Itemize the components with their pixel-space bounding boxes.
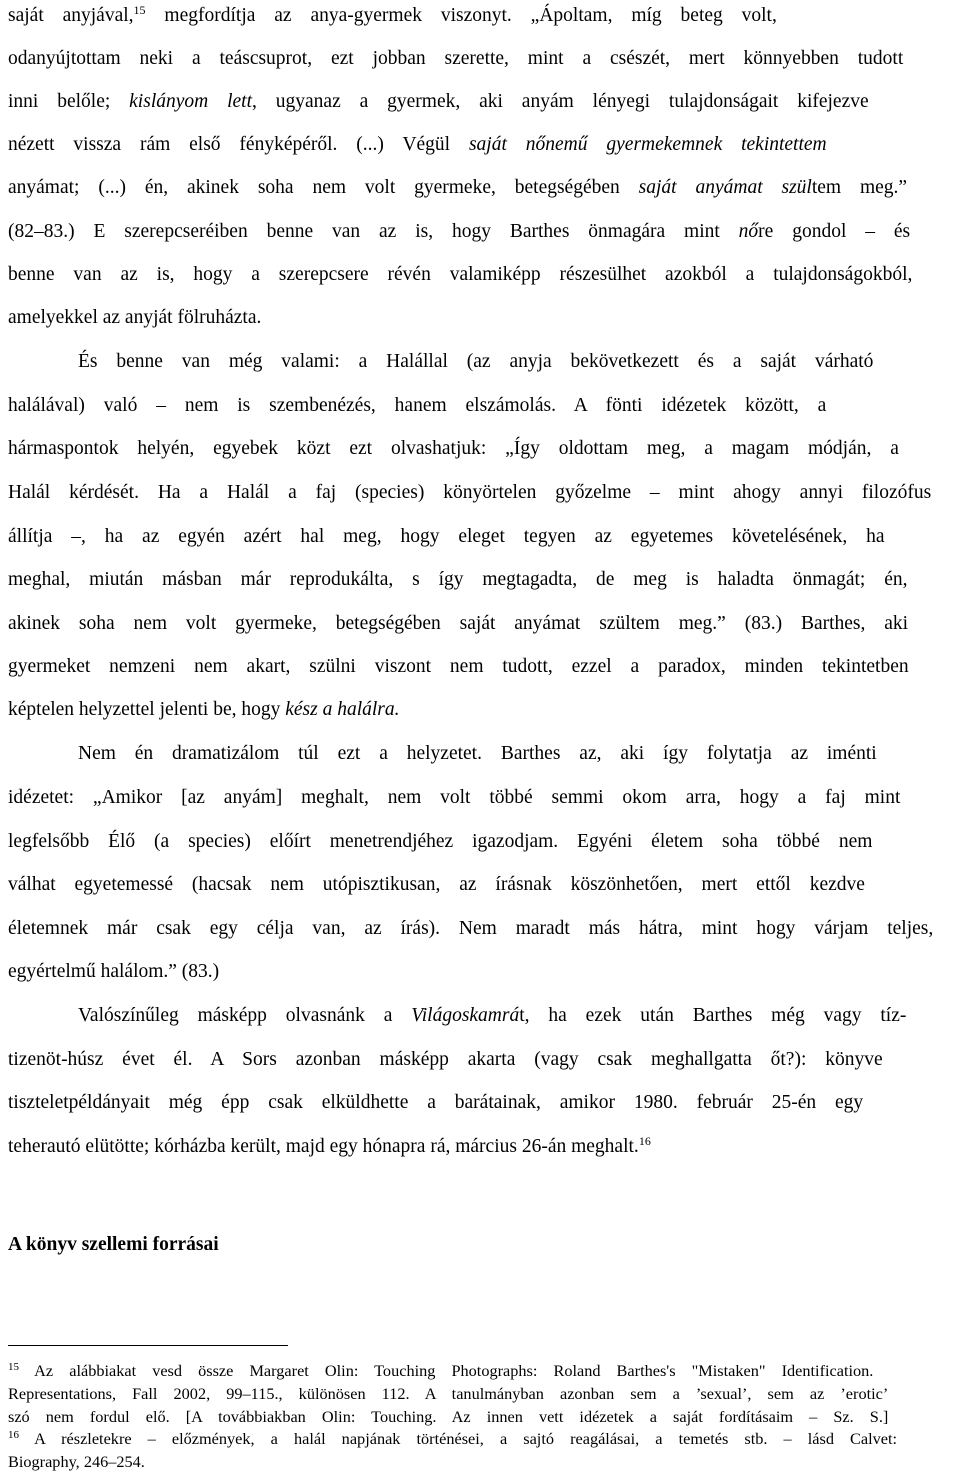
paragraph-line: inni belőle; kislányom lett, ugyanaz a gyermek, aki anyám lényegi tulajdonságait kifejezve xyxy=(8,91,869,112)
paragraph-line: életemnek már csak egy célja van, az írás). Nem maradt más hátra, mint hogy várjam teljes, xyxy=(8,918,934,939)
paragraph-line: tiszteletpéldányait még épp csak elküldhette a barátainak, amikor 1980. február 25-én egy xyxy=(8,1092,864,1113)
footnote-line: szó nem fordul elő. [A továbbiakban Olin: Touching. Az innen vett idézetek a saját fordításaim – Sz. S.] xyxy=(8,1407,889,1426)
footnote-marker: 16 xyxy=(8,1429,19,1441)
paragraph-line: válhat egyetemessé (hacsak nem utópisztikusan, az írásnak köszönhetően, mert ettől kezdve xyxy=(8,874,865,895)
paragraph-line: nézett vissza rám első fényképéről. (...) Végül saját nőnemű gyermekemnek tekintettem xyxy=(8,134,827,155)
paragraph-line: odanyújtottam neki a teáscsuprot, ezt jobban szerette, mint a csészét, mert könnyebben tudott xyxy=(8,48,904,69)
footnote-marker: 15 xyxy=(8,1361,19,1373)
italic-text: saját nőnemű gyermekemnek tekintettem xyxy=(468,134,827,155)
paragraph-line: És benne van még valami: a Halállal (az anyja bekövetkezett és a saját várható xyxy=(78,351,874,372)
section-heading: A könyv szellemi forrásai xyxy=(8,1234,219,1255)
paragraph-line: tizenöt-húsz évet él. A Sors azonban másképp akarta (vagy csak meghallgatta őt?): könyve xyxy=(8,1049,883,1070)
footnote-marker: 16 xyxy=(638,1134,651,1148)
footnote-line: $^{15}$ Az alábbiakat vesd össze Margaret Olin: Touching Photographs: Roland Barthes's "Mistaken" Identification. xyxy=(8,1361,874,1380)
paragraph-line: (82–83.) E szerepcseréiben benne van az is, hogy Barthes önmagára mint nőre gondol – és xyxy=(8,221,911,242)
footnote-line: Representations, Fall 2002, 99–115., különösen 112. A tanulmányban azonban sem a ’sexual’, sem az ’erotic’ xyxy=(8,1384,889,1403)
paragraph-line: amelyekkel az anyját fölruházta. xyxy=(8,307,262,328)
footnote-line: Biography, 246–254. xyxy=(8,1452,145,1471)
paragraph-line: meghal, miután másban már reprodukálta, s így megtagadta, de meg is haladta önmagát; én, xyxy=(8,569,908,590)
paragraph-line: állítja –, ha az egyén azért hal meg, hogy eleget tegyen az egyetemes követelésének, ha xyxy=(8,526,885,547)
paragraph-line: gyermeket nemzeni nem akart, szülni viszont nem tudott, ezzel a paradox, minden tekintetben xyxy=(8,656,909,677)
italic-text: Világoskamrá xyxy=(411,1005,520,1026)
italic-text: kész a halálra. xyxy=(285,699,400,720)
paragraph-line: Halál kérdését. Ha a Halál a faj (species) könyörtelen győzelme – mint ahogy annyi filozófus xyxy=(8,482,932,503)
footnote-separator xyxy=(8,1345,288,1346)
paragraph-line: anyámat; (...) én, akinek soha nem volt gyermeke, betegségében saját anyámat szültem meg.” xyxy=(8,177,908,198)
italic-text: kislányom lett xyxy=(129,91,253,112)
paragraph-line: idézetet: „Amikor [az anyám] meghalt, nem volt többé semmi okom arra, hogy a faj mint xyxy=(8,787,901,808)
paragraph-line: halálával) való – nem is szembenézés, hanem elszámolás. A fönti idézetek között, a xyxy=(8,395,827,416)
footnote-marker: 15 xyxy=(133,3,146,17)
paragraph-line: Valószínűleg másképp olvasnánk a Világoskamrát, ha ezek után Barthes még vagy tíz- xyxy=(78,1005,907,1026)
paragraph-line: képtelen helyzettel jelenti be, hogy kész a halálra. xyxy=(8,699,400,720)
paragraph-line: egyértelmű halálom.” (83.) xyxy=(8,961,220,982)
paragraph-line: Nem én dramatizálom túl ezt a helyzetet. Barthes az, aki így folytatja az iménti xyxy=(78,743,877,764)
paragraph-line: hármaspontok helyén, egyebek közt ezt olvashatjuk: „Így oldottam meg, a magam módján, a xyxy=(8,438,899,459)
paragraph-line: saját anyjával,$^{15}$ megfordítja az anya-gyermek viszonyt. „Ápoltam, míg beteg volt, xyxy=(8,3,777,26)
italic-text: saját anyámat szül xyxy=(638,177,812,198)
paragraph-line: akinek soha nem volt gyermeke, betegségében saját anyámat szültem meg.” (83.) Barthes, aki xyxy=(8,613,909,634)
paragraph-line: legfelsőbb Élő (a species) előírt menetrendjéhez igazodjam. Egyéni életem soha többé nem xyxy=(8,831,873,852)
footnote-line: $^{16}$ A részletekre – előzmények, a halál napjának történései, a sajtó reagálásai, a temetés stb. – lásd Calvet: xyxy=(8,1429,898,1448)
paragraph-line: benne van az is, hogy a szerepcsere révén valamiképp részesülhet azokból a tulajdonságokból, xyxy=(8,264,913,285)
paragraph-line: teherautó elütötte; kórházba került, majd egy hónapra rá, március 26-án meghalt.$^{16}$ xyxy=(8,1134,651,1157)
italic-text: nő xyxy=(738,221,759,242)
